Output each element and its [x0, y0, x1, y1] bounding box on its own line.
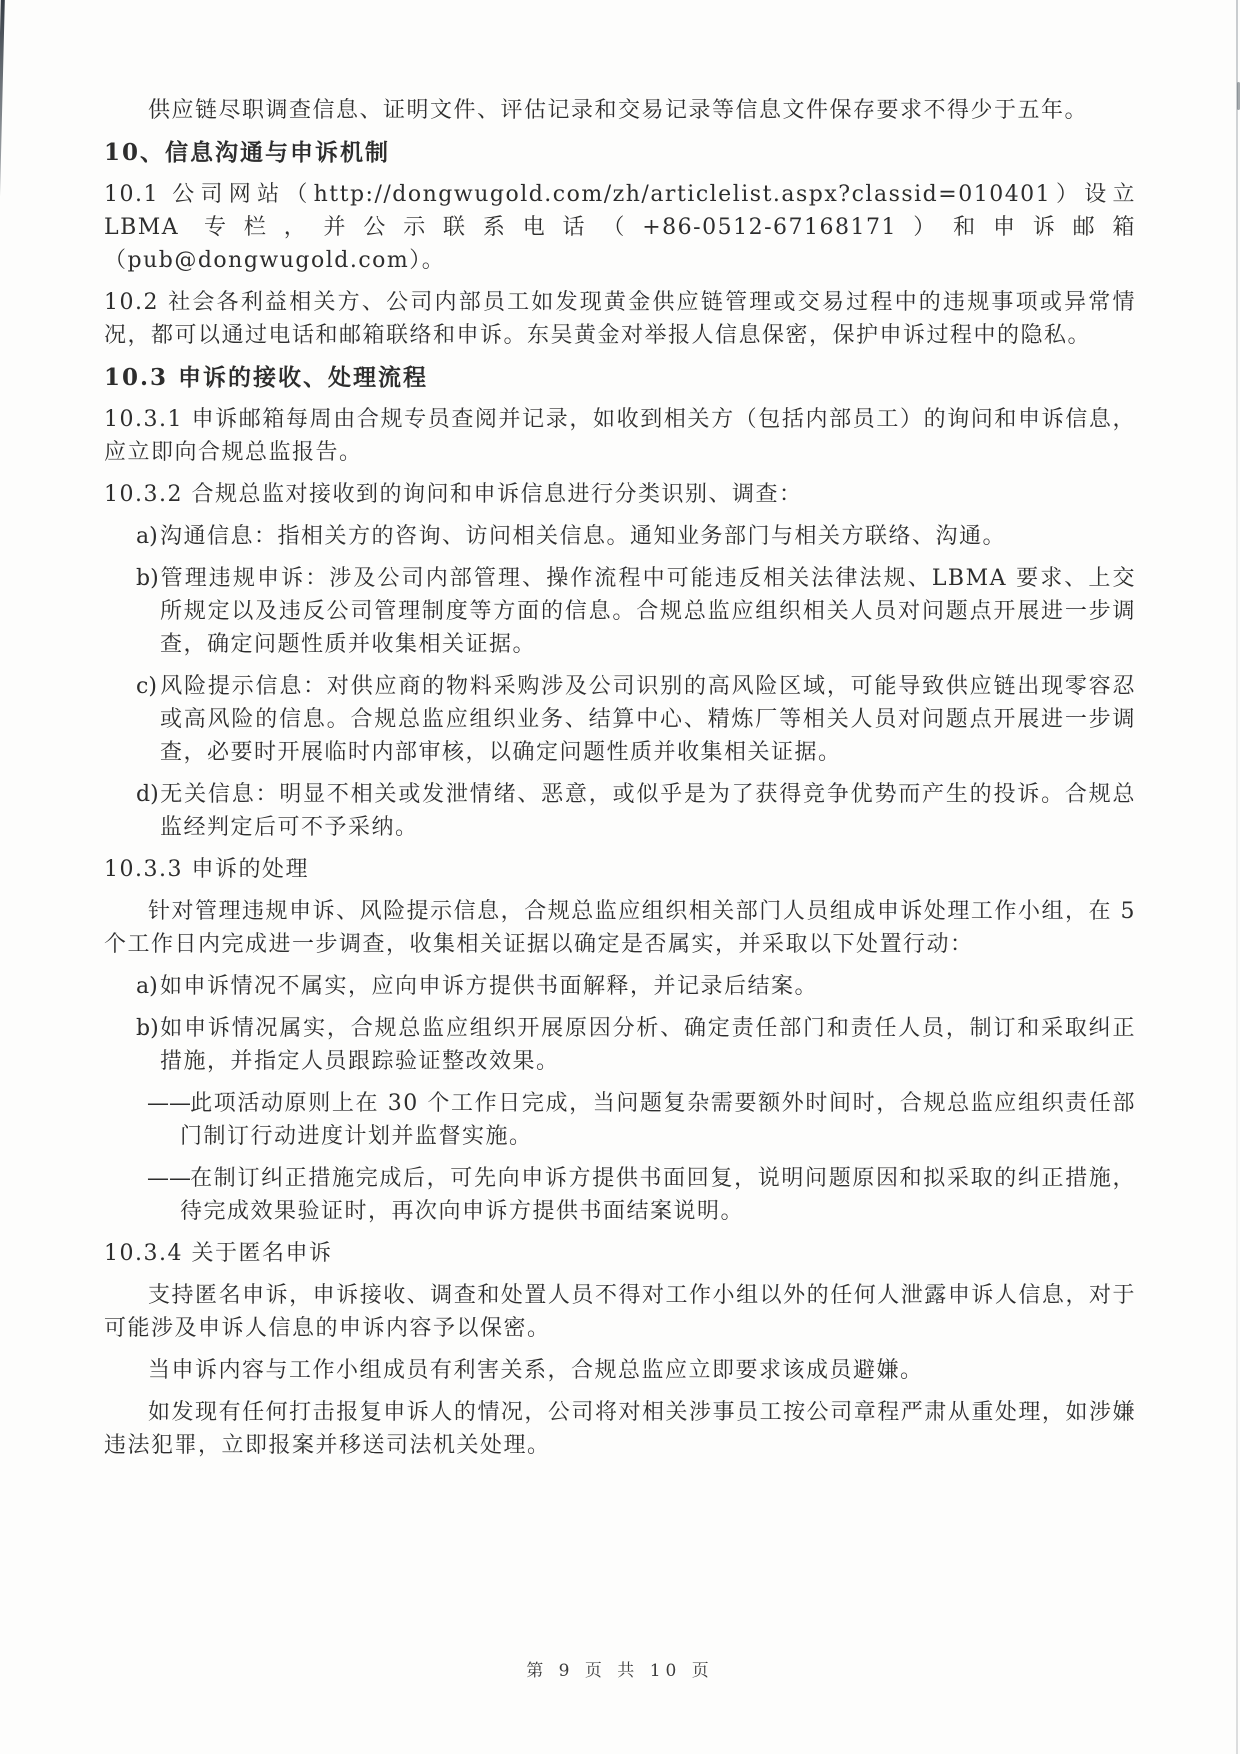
subsection-heading-10-3: 10.3 申诉的接收、处理流程 — [104, 364, 429, 391]
list-item-c — [104, 670, 1136, 769]
paragraph-10-1: 10.1 公司网站（http://dongwugold.com/zh/articlelist.aspx?classid=010401）设立 LBMA 专栏，并公示联系电话（+86-0512-67168171）和申诉邮箱（pub@dongwugold.com）。 — [104, 182, 1136, 273]
dash-item-2 — [104, 1162, 1136, 1228]
paragraph-handling-intro: 针对管理违规申诉、风险提示信息，合规总监应组织相关部门人员组成申诉处理工作小组，在 5 个工作日内完成进一步调查，收集相关证据以确定是否属实，并采取以下处置行动： — [104, 899, 1136, 957]
list-item-a — [104, 520, 1136, 553]
list-item-b2 — [104, 1012, 1136, 1078]
list-item-text: 沟通信息：指相关方的咨询、访问相关信息。通知业务部门与相关方联络、沟通。 — [160, 524, 1007, 549]
list-item-text: 管理违规申诉：涉及公司内部管理、操作流程中可能违反相关法律法规、LBMA 要求、上交所规定以及违反公司管理制度等方面的信息。合规总监应组织相关人员对问题点开展进一步调查，确定问题性质并收集相关证据。 — [160, 566, 1136, 657]
paragraph-retention: 供应链尽职调查信息、证明文件、评估记录和交易记录等信息文件保存要求不得少于五年。 — [148, 98, 1089, 123]
list-item-marker: b) — [136, 566, 159, 591]
section-heading-10: 10、信息沟通与申诉机制 — [104, 139, 391, 166]
list-item-a2 — [104, 970, 1136, 1003]
list-item-marker: d) — [136, 782, 159, 807]
list-item-marker: a) — [136, 974, 158, 999]
paragraph-10-2: 10.2 社会各利益相关方、公司内部员工如发现黄金供应链管理或交易过程中的违规事项或异常情况，都可以通过电话和邮箱联络和申诉。东吴黄金对举报人信息保密，保护申诉过程中的隐私。 — [104, 290, 1136, 348]
list-item-text: 风险提示信息：对供应商的物料采购涉及公司识别的高风险区域，可能导致供应链出现零容忍或高风险的信息。合规总监应组织业务、结算中心、精炼厂等相关人员对问题点开展进一步调查，必要时开展临时内部审核，以确定问题性质并收集相关证据。 — [160, 674, 1136, 765]
dash-marker: —— — [147, 1166, 191, 1191]
list-item-text: 如申诉情况属实，合规总监应组织开展原因分析、确定责任部门和责任人员，制订和采取纠正措施，并指定人员跟踪验证整改效果。 — [160, 1016, 1136, 1074]
scan-artifact-left-edge — [0, 0, 5, 532]
paragraph-10-3-1: 10.3.1 申诉邮箱每周由合规专员查阅并记录，如收到相关方（包括内部员工）的询问和申诉信息，应立即向合规总监报告。 — [104, 407, 1136, 465]
list-item-marker: a) — [136, 524, 158, 549]
paragraph-10-3-3: 10.3.3 申诉的处理 — [104, 857, 309, 882]
dash-item-text: 在制订纠正措施完成后，可先向申诉方提供书面回复，说明问题原因和拟采取的纠正措施，待完成效果验证时，再次向申诉方提供书面结案说明。 — [180, 1166, 1136, 1224]
page-footer — [0, 1656, 1240, 1681]
list-item-text: 如申诉情况不属实，应向申诉方提供书面解释，并记录后结案。 — [160, 974, 819, 999]
paragraph-10-3-4: 10.3.4 关于匿名申诉 — [104, 1241, 333, 1266]
list-item-marker: b) — [136, 1016, 159, 1041]
scan-artifact-right-edge — [1236, 0, 1238, 1754]
list-item-b — [104, 562, 1136, 661]
page-number: 第 9 页 共 10 页 — [526, 1661, 714, 1681]
dash-marker: —— — [147, 1091, 191, 1116]
dash-item-text: 此项活动原则上在 30 个工作日完成，当问题复杂需要额外时间时，合规总监应组织责任部门制订行动进度计划并监督实施。 — [180, 1091, 1136, 1149]
paragraph-10-3-2: 10.3.2 合规总监对接收到的询问和申诉信息进行分类识别、调查： — [104, 482, 803, 507]
list-item-d — [104, 778, 1136, 844]
document-content — [104, 94, 1136, 1471]
paragraph-anonymous-2: 当申诉内容与工作小组成员有利害关系，合规总监应立即要求该成员避嫌。 — [148, 1358, 924, 1383]
paragraph-anonymous-3: 如发现有任何打击报复申诉人的情况，公司将对相关涉事员工按公司章程严肃从重处理，如涉嫌违法犯罪，立即报案并移送司法机关处理。 — [104, 1400, 1136, 1458]
list-item-marker: c) — [136, 674, 157, 699]
paragraph-anonymous-1: 支持匿名申诉，申诉接收、调查和处置人员不得对工作小组以外的任何人泄露申诉人信息，对于可能涉及申诉人信息的申诉内容予以保密。 — [104, 1283, 1136, 1341]
list-item-text: 无关信息：明显不相关或发泄情绪、恶意，或似乎是为了获得竞争优势而产生的投诉。合规总监经判定后可不予采纳。 — [160, 782, 1136, 840]
dash-item-1 — [104, 1087, 1136, 1153]
